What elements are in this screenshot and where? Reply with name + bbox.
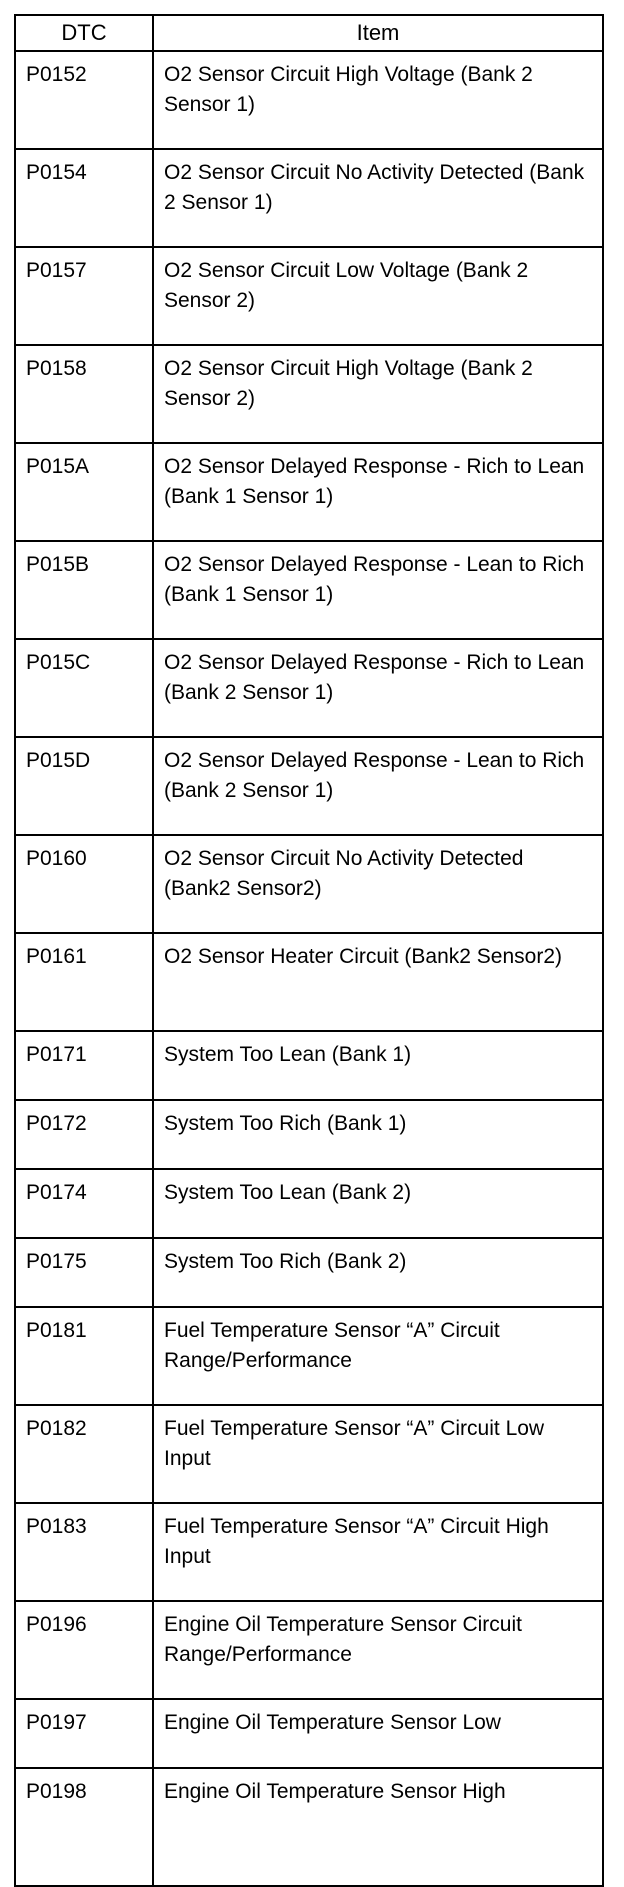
dtc-document (14, 14, 604, 1887)
table-row (15, 1503, 603, 1601)
dtc-description: Fuel Temperature Sensor “A” Circuit Low Input (153, 1405, 603, 1503)
dtc-code: P0182 (15, 1405, 153, 1503)
dtc-code: P0172 (15, 1100, 153, 1169)
dtc-description: System Too Rich (Bank 2) (153, 1238, 603, 1307)
table-row (15, 1238, 603, 1307)
dtc-description: O2 Sensor Delayed Response - Lean to Rich (Bank 1 Sensor 1) (153, 541, 603, 639)
table-row (15, 1307, 603, 1405)
dtc-code: P0197 (15, 1699, 153, 1768)
table-row (15, 149, 603, 247)
dtc-description: O2 Sensor Delayed Response - Rich to Lean (Bank 2 Sensor 1) (153, 639, 603, 737)
table-row (15, 835, 603, 933)
table-row (15, 1699, 603, 1768)
dtc-description: System Too Lean (Bank 2) (153, 1169, 603, 1238)
dtc-table (14, 14, 604, 1887)
dtc-code: P0154 (15, 149, 153, 247)
dtc-code: P0175 (15, 1238, 153, 1307)
dtc-code: P0174 (15, 1169, 153, 1238)
dtc-code: P015D (15, 737, 153, 835)
table-row (15, 1768, 603, 1886)
dtc-code: P015B (15, 541, 153, 639)
table-row (15, 1601, 603, 1699)
table-row (15, 1100, 603, 1169)
table-row (15, 247, 603, 345)
dtc-code: P015A (15, 443, 153, 541)
table-row (15, 933, 603, 1031)
dtc-description: O2 Sensor Circuit No Activity Detected (Bank2 Sensor2) (153, 835, 603, 933)
dtc-description: Fuel Temperature Sensor “A” Circuit Range/Performance (153, 1307, 603, 1405)
dtc-description: O2 Sensor Circuit High Voltage (Bank 2 Sensor 1) (153, 51, 603, 149)
table-row (15, 1405, 603, 1503)
dtc-description: O2 Sensor Circuit Low Voltage (Bank 2 Sensor 2) (153, 247, 603, 345)
dtc-description: O2 Sensor Delayed Response - Lean to Rich (Bank 2 Sensor 1) (153, 737, 603, 835)
dtc-code: P0198 (15, 1768, 153, 1886)
dtc-code: P015C (15, 639, 153, 737)
dtc-code: P0152 (15, 51, 153, 149)
dtc-code: P0160 (15, 835, 153, 933)
dtc-code: P0181 (15, 1307, 153, 1405)
dtc-description: O2 Sensor Circuit No Activity Detected (Bank 2 Sensor 1) (153, 149, 603, 247)
dtc-description: O2 Sensor Circuit High Voltage (Bank 2 Sensor 2) (153, 345, 603, 443)
dtc-description: O2 Sensor Delayed Response - Rich to Lean (Bank 1 Sensor 1) (153, 443, 603, 541)
table-row (15, 51, 603, 149)
header-dtc: DTC (15, 15, 153, 51)
header-item: Item (153, 15, 603, 51)
dtc-description: Fuel Temperature Sensor “A” Circuit High Input (153, 1503, 603, 1601)
table-row (15, 541, 603, 639)
table-row (15, 1031, 603, 1100)
dtc-description: System Too Rich (Bank 1) (153, 1100, 603, 1169)
table-row (15, 639, 603, 737)
table-row (15, 443, 603, 541)
table-row (15, 1169, 603, 1238)
dtc-code: P0158 (15, 345, 153, 443)
dtc-description: Engine Oil Temperature Sensor High (153, 1768, 603, 1886)
table-row (15, 345, 603, 443)
dtc-code: P0183 (15, 1503, 153, 1601)
dtc-description: Engine Oil Temperature Sensor Circuit Range/Performance (153, 1601, 603, 1699)
table-row (15, 737, 603, 835)
dtc-description: Engine Oil Temperature Sensor Low (153, 1699, 603, 1768)
dtc-description: System Too Lean (Bank 1) (153, 1031, 603, 1100)
dtc-code: P0161 (15, 933, 153, 1031)
dtc-code: P0171 (15, 1031, 153, 1100)
dtc-code: P0157 (15, 247, 153, 345)
dtc-description: O2 Sensor Heater Circuit (Bank2 Sensor2) (153, 933, 603, 1031)
table-header-row (15, 15, 603, 51)
dtc-code: P0196 (15, 1601, 153, 1699)
